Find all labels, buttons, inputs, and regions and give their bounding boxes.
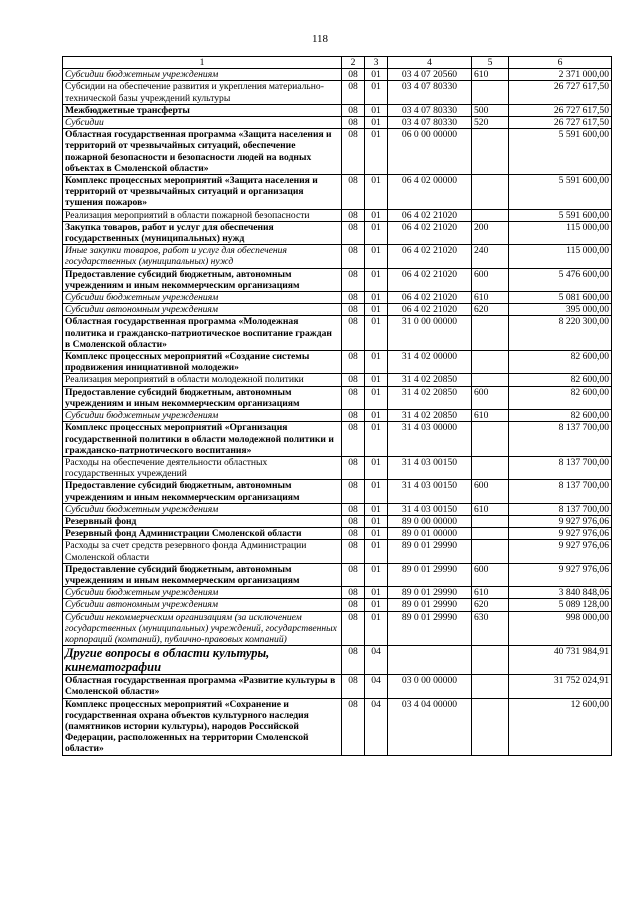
row-name: Предоставление субсидий бюджетным, автономным учреждениям и иным некоммерческим организациям bbox=[63, 563, 342, 586]
row-expense-type bbox=[472, 698, 509, 755]
row-subsection-code: 01 bbox=[365, 587, 388, 599]
row-target-article: 06 0 00 00000 bbox=[388, 129, 472, 175]
table-row bbox=[63, 245, 612, 268]
table-row bbox=[63, 515, 612, 527]
table-row bbox=[63, 117, 612, 129]
row-name: Расходы за счет средств резервного фонда Администрации Смоленской области bbox=[63, 540, 342, 563]
row-name: Субсидии бюджетным учреждениям bbox=[63, 587, 342, 599]
row-name: Комплекс процессных мероприятий «Защита населения и территорий от чрезвычайных ситуаций и организация тушения пожаров» bbox=[63, 175, 342, 210]
row-section-code: 08 bbox=[342, 351, 365, 374]
table-row bbox=[63, 351, 612, 374]
row-amount: 5 591 600,00 bbox=[509, 175, 612, 210]
row-subsection-code: 01 bbox=[365, 563, 388, 586]
row-target-article: 31 4 02 20850 bbox=[388, 374, 472, 386]
row-section-code: 08 bbox=[342, 675, 365, 698]
row-expense-type bbox=[472, 646, 509, 675]
row-name: Субсидии бюджетным учреждениям bbox=[63, 503, 342, 515]
row-amount: 9 927 976,06 bbox=[509, 528, 612, 540]
row-expense-type: 500 bbox=[472, 104, 509, 116]
row-amount: 5 591 600,00 bbox=[509, 209, 612, 221]
row-subsection-code: 01 bbox=[365, 104, 388, 116]
row-subsection-code: 01 bbox=[365, 304, 388, 316]
row-subsection-code: 01 bbox=[365, 611, 388, 646]
row-expense-type: 630 bbox=[472, 611, 509, 646]
row-subsection-code: 01 bbox=[365, 374, 388, 386]
row-target-article: 31 4 02 20850 bbox=[388, 386, 472, 409]
row-section-code: 08 bbox=[342, 528, 365, 540]
row-expense-type: 200 bbox=[472, 221, 509, 244]
row-subsection-code: 01 bbox=[365, 410, 388, 422]
row-target-article: 03 4 07 20560 bbox=[388, 69, 472, 81]
row-amount: 2 371 000,00 bbox=[509, 69, 612, 81]
table-row bbox=[63, 422, 612, 457]
row-section-code: 08 bbox=[342, 129, 365, 175]
row-expense-type bbox=[472, 528, 509, 540]
row-target-article: 06 4 02 21020 bbox=[388, 221, 472, 244]
row-amount: 82 600,00 bbox=[509, 386, 612, 409]
row-amount: 998 000,00 bbox=[509, 611, 612, 646]
table-row bbox=[63, 646, 612, 675]
row-name: Комплекс процессных мероприятий «Сохранение и государственная охрана объектов культурного наследия (памятников истории культуры), народов Российской Федерации, расположенных на территории Смоленской области» bbox=[63, 698, 342, 755]
row-target-article: 89 0 01 29990 bbox=[388, 611, 472, 646]
row-section-code: 08 bbox=[342, 221, 365, 244]
row-target-article: 03 0 00 00000 bbox=[388, 675, 472, 698]
table-header-row bbox=[63, 57, 612, 69]
row-subsection-code: 04 bbox=[365, 646, 388, 675]
row-amount: 8 137 700,00 bbox=[509, 422, 612, 457]
row-subsection-code: 01 bbox=[365, 599, 388, 611]
table-row bbox=[63, 698, 612, 755]
row-section-code: 08 bbox=[342, 587, 365, 599]
row-target-article: 31 4 02 00000 bbox=[388, 351, 472, 374]
row-section-code: 08 bbox=[342, 515, 365, 527]
row-subsection-code: 01 bbox=[365, 175, 388, 210]
table-row bbox=[63, 480, 612, 503]
table-row bbox=[63, 386, 612, 409]
row-name: Реализация мероприятий в области пожарной безопасности bbox=[63, 209, 342, 221]
page-number: 118 bbox=[311, 33, 329, 45]
row-expense-type: 610 bbox=[472, 503, 509, 515]
row-name: Областная государственная программа «Молодежная политика и гражданско-патриотическое воспитание граждан в Смоленской области» bbox=[63, 316, 342, 351]
row-subsection-code: 04 bbox=[365, 675, 388, 698]
row-name: Предоставление субсидий бюджетным, автономным учреждениям и иным некоммерческим организациям bbox=[63, 480, 342, 503]
row-name: Субсидии бюджетным учреждениям bbox=[63, 69, 342, 81]
row-expense-type bbox=[472, 316, 509, 351]
row-name: Субсидии некоммерческим организациям (за исключением государственных (муниципальных) учреждений, государственных корпораций (компаний), публично-правовых компаний) bbox=[63, 611, 342, 646]
row-expense-type: 600 bbox=[472, 386, 509, 409]
row-name: Субсидии bbox=[63, 117, 342, 129]
row-name: Субсидии бюджетным учреждениям bbox=[63, 410, 342, 422]
table-row bbox=[63, 175, 612, 210]
row-name: Субсидии автономным учреждениям bbox=[63, 599, 342, 611]
row-subsection-code: 01 bbox=[365, 209, 388, 221]
row-section-code: 08 bbox=[342, 611, 365, 646]
row-amount: 9 927 976,06 bbox=[509, 563, 612, 586]
row-subsection-code: 01 bbox=[365, 316, 388, 351]
table-row bbox=[63, 69, 612, 81]
table-row bbox=[63, 675, 612, 698]
table-row bbox=[63, 528, 612, 540]
table-row bbox=[63, 221, 612, 244]
row-amount: 8 220 300,00 bbox=[509, 316, 612, 351]
row-amount: 5 081 600,00 bbox=[509, 292, 612, 304]
row-section-code: 08 bbox=[342, 69, 365, 81]
row-section-code: 08 bbox=[342, 456, 365, 479]
row-expense-type: 620 bbox=[472, 304, 509, 316]
row-name: Предоставление субсидий бюджетным, автономным учреждениям и иным некоммерческим организациям bbox=[63, 268, 342, 291]
row-expense-type: 600 bbox=[472, 268, 509, 291]
row-expense-type bbox=[472, 675, 509, 698]
table-row bbox=[63, 209, 612, 221]
row-expense-type bbox=[472, 175, 509, 210]
row-expense-type: 520 bbox=[472, 117, 509, 129]
row-name: Расходы на обеспечение деятельности областных государственных учреждений bbox=[63, 456, 342, 479]
row-amount: 3 840 848,06 bbox=[509, 587, 612, 599]
row-target-article: 31 4 03 00000 bbox=[388, 422, 472, 457]
row-name: Субсидии на обеспечение развития и укрепления материально-технической базы учреждений культуры bbox=[63, 81, 342, 104]
row-amount: 82 600,00 bbox=[509, 374, 612, 386]
row-name: Иные закупки товаров, работ и услуг для обеспечения государственных (муниципальных) нужд bbox=[63, 245, 342, 268]
row-target-article: 06 4 02 21020 bbox=[388, 292, 472, 304]
row-section-code: 08 bbox=[342, 563, 365, 586]
row-target-article: 89 0 00 00000 bbox=[388, 515, 472, 527]
row-expense-type: 610 bbox=[472, 410, 509, 422]
row-name: Реализация мероприятий в области молодежной политики bbox=[63, 374, 342, 386]
row-target-article: 03 4 07 80330 bbox=[388, 104, 472, 116]
row-amount: 26 727 617,50 bbox=[509, 117, 612, 129]
row-target-article: 06 4 02 21020 bbox=[388, 245, 472, 268]
row-section-code: 08 bbox=[342, 81, 365, 104]
row-subsection-code: 01 bbox=[365, 221, 388, 244]
row-subsection-code: 01 bbox=[365, 422, 388, 457]
row-target-article: 06 4 02 21020 bbox=[388, 304, 472, 316]
row-expense-type: 240 bbox=[472, 245, 509, 268]
table-row bbox=[63, 316, 612, 351]
row-amount: 26 727 617,50 bbox=[509, 81, 612, 104]
table-row bbox=[63, 599, 612, 611]
row-subsection-code: 01 bbox=[365, 117, 388, 129]
row-target-article: 89 0 01 29990 bbox=[388, 599, 472, 611]
row-name: Резервный фонд bbox=[63, 515, 342, 527]
row-target-article: 89 0 01 00000 bbox=[388, 528, 472, 540]
row-section-code: 08 bbox=[342, 410, 365, 422]
row-name: Комплекс процессных мероприятий «Создание системы продвижения инициативной молодежи» bbox=[63, 351, 342, 374]
row-subsection-code: 01 bbox=[365, 456, 388, 479]
row-subsection-code: 01 bbox=[365, 268, 388, 291]
row-section-code: 08 bbox=[342, 316, 365, 351]
row-name: Субсидии бюджетным учреждениям bbox=[63, 292, 342, 304]
column-header-name: 1 bbox=[63, 57, 342, 69]
column-header-target-article: 4 bbox=[388, 57, 472, 69]
row-section-code: 08 bbox=[342, 117, 365, 129]
row-expense-type bbox=[472, 456, 509, 479]
row-name: Межбюджетные трансферты bbox=[63, 104, 342, 116]
row-target-article: 31 4 03 00150 bbox=[388, 480, 472, 503]
row-section-code: 08 bbox=[342, 503, 365, 515]
row-amount: 8 137 700,00 bbox=[509, 503, 612, 515]
row-subsection-code: 01 bbox=[365, 245, 388, 268]
row-expense-type bbox=[472, 81, 509, 104]
row-expense-type bbox=[472, 351, 509, 374]
row-amount: 115 000,00 bbox=[509, 245, 612, 268]
row-subsection-code: 01 bbox=[365, 480, 388, 503]
row-subsection-code: 01 bbox=[365, 540, 388, 563]
row-subsection-code: 01 bbox=[365, 386, 388, 409]
row-expense-type bbox=[472, 374, 509, 386]
row-amount: 9 927 976,06 bbox=[509, 540, 612, 563]
column-header-expense-type: 5 bbox=[472, 57, 509, 69]
row-name: Субсидии автономным учреждениям bbox=[63, 304, 342, 316]
row-amount: 9 927 976,06 bbox=[509, 515, 612, 527]
table-row bbox=[63, 587, 612, 599]
row-target-article: 03 4 04 00000 bbox=[388, 698, 472, 755]
row-amount: 82 600,00 bbox=[509, 351, 612, 374]
row-expense-type: 610 bbox=[472, 292, 509, 304]
row-section-code: 08 bbox=[342, 698, 365, 755]
row-expense-type bbox=[472, 515, 509, 527]
table-row bbox=[63, 292, 612, 304]
row-section-code: 08 bbox=[342, 268, 365, 291]
row-amount: 8 137 700,00 bbox=[509, 480, 612, 503]
table-row bbox=[63, 129, 612, 175]
column-header-amount: 6 bbox=[509, 57, 612, 69]
row-name: Предоставление субсидий бюджетным, автономным учреждениям и иным некоммерческим организациям bbox=[63, 386, 342, 409]
row-subsection-code: 01 bbox=[365, 69, 388, 81]
row-subsection-code: 04 bbox=[365, 698, 388, 755]
row-subsection-code: 01 bbox=[365, 81, 388, 104]
row-section-code: 08 bbox=[342, 374, 365, 386]
table-row bbox=[63, 456, 612, 479]
row-expense-type bbox=[472, 209, 509, 221]
table-row bbox=[63, 104, 612, 116]
row-name: Областная государственная программа «Защита населения и территорий от чрезвычайных ситуаций, обеспечение пожарной безопасности и безопасности людей на водных объектах в Смоленской области» bbox=[63, 129, 342, 175]
table-row bbox=[63, 81, 612, 104]
row-target-article: 06 4 02 21020 bbox=[388, 209, 472, 221]
row-section-code: 08 bbox=[342, 292, 365, 304]
row-amount: 26 727 617,50 bbox=[509, 104, 612, 116]
row-expense-type: 600 bbox=[472, 563, 509, 586]
row-target-article: 03 4 07 80330 bbox=[388, 117, 472, 129]
row-subsection-code: 01 bbox=[365, 503, 388, 515]
row-name: Другие вопросы в области культуры, кинематографии bbox=[63, 646, 342, 675]
row-section-code: 08 bbox=[342, 386, 365, 409]
row-section-code: 08 bbox=[342, 646, 365, 675]
row-expense-type: 600 bbox=[472, 480, 509, 503]
table-row bbox=[63, 268, 612, 291]
column-header-section: 2 bbox=[342, 57, 365, 69]
row-amount: 5 089 128,00 bbox=[509, 599, 612, 611]
table-row bbox=[63, 563, 612, 586]
row-target-article: 06 4 02 00000 bbox=[388, 175, 472, 210]
row-target-article bbox=[388, 646, 472, 675]
row-target-article: 31 4 03 00150 bbox=[388, 456, 472, 479]
row-target-article: 03 4 07 80330 bbox=[388, 81, 472, 104]
table-row bbox=[63, 503, 612, 515]
budget-table bbox=[62, 56, 612, 756]
row-amount: 31 752 024,91 bbox=[509, 675, 612, 698]
row-target-article: 89 0 01 29990 bbox=[388, 587, 472, 599]
table-row bbox=[63, 540, 612, 563]
table-row bbox=[63, 374, 612, 386]
row-target-article: 31 4 03 00150 bbox=[388, 503, 472, 515]
row-amount: 8 137 700,00 bbox=[509, 456, 612, 479]
row-amount: 12 600,00 bbox=[509, 698, 612, 755]
row-name: Закупка товаров, работ и услуг для обеспечения государственных (муниципальных) нужд bbox=[63, 221, 342, 244]
row-section-code: 08 bbox=[342, 245, 365, 268]
table-row bbox=[63, 611, 612, 646]
table-row bbox=[63, 304, 612, 316]
row-amount: 395 000,00 bbox=[509, 304, 612, 316]
row-target-article: 31 4 02 20850 bbox=[388, 410, 472, 422]
row-subsection-code: 01 bbox=[365, 292, 388, 304]
row-subsection-code: 01 bbox=[365, 351, 388, 374]
row-expense-type: 610 bbox=[472, 69, 509, 81]
row-subsection-code: 01 bbox=[365, 129, 388, 175]
table-row bbox=[63, 410, 612, 422]
row-amount: 115 000,00 bbox=[509, 221, 612, 244]
row-target-article: 89 0 01 29990 bbox=[388, 563, 472, 586]
row-expense-type: 610 bbox=[472, 587, 509, 599]
row-target-article: 89 0 01 29990 bbox=[388, 540, 472, 563]
row-name: Комплекс процессных мероприятий «Организация государственной политики в области молодежной политики и гражданско-патриотического воспитания» bbox=[63, 422, 342, 457]
row-section-code: 08 bbox=[342, 104, 365, 116]
row-expense-type bbox=[472, 540, 509, 563]
row-name: Резервный фонд Администрации Смоленской области bbox=[63, 528, 342, 540]
row-target-article: 31 0 00 00000 bbox=[388, 316, 472, 351]
row-target-article: 06 4 02 21020 bbox=[388, 268, 472, 291]
row-amount: 82 600,00 bbox=[509, 410, 612, 422]
row-subsection-code: 01 bbox=[365, 515, 388, 527]
row-subsection-code: 01 bbox=[365, 528, 388, 540]
row-section-code: 08 bbox=[342, 304, 365, 316]
row-amount: 5 591 600,00 bbox=[509, 129, 612, 175]
column-header-subsection: 3 bbox=[365, 57, 388, 69]
row-expense-type: 620 bbox=[472, 599, 509, 611]
row-section-code: 08 bbox=[342, 480, 365, 503]
row-amount: 5 476 600,00 bbox=[509, 268, 612, 291]
row-name: Областная государственная программа «Развитие культуры в Смоленской области» bbox=[63, 675, 342, 698]
row-section-code: 08 bbox=[342, 175, 365, 210]
row-expense-type bbox=[472, 422, 509, 457]
row-section-code: 08 bbox=[342, 209, 365, 221]
row-section-code: 08 bbox=[342, 540, 365, 563]
row-amount: 40 731 984,91 bbox=[509, 646, 612, 675]
row-section-code: 08 bbox=[342, 422, 365, 457]
row-section-code: 08 bbox=[342, 599, 365, 611]
row-expense-type bbox=[472, 129, 509, 175]
